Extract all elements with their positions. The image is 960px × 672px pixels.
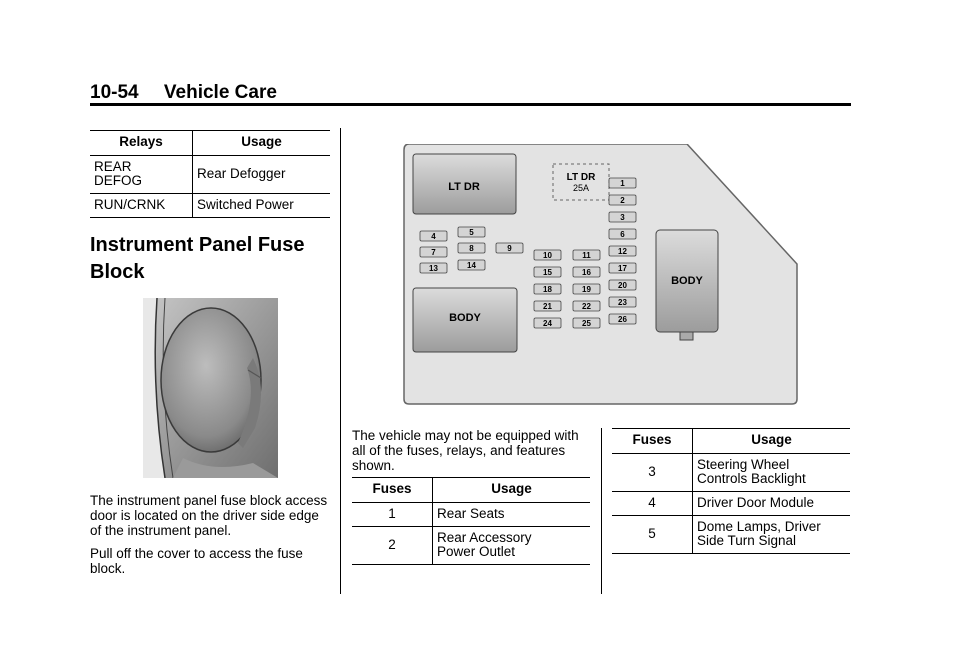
chapter-title: Vehicle Care xyxy=(163,82,277,103)
fuse-slot-15 xyxy=(534,267,561,277)
fuse-slot-label: 22 xyxy=(582,302,591,311)
page-number: 10-54 xyxy=(90,82,139,103)
body-relay-right-tab xyxy=(680,332,693,340)
fuse-slot-24 xyxy=(534,318,561,328)
fuse-slot-label: 13 xyxy=(429,264,438,273)
table-row xyxy=(612,454,850,492)
fuse-slot-label: 20 xyxy=(618,281,627,290)
fuse-slot-label: 10 xyxy=(543,251,552,260)
fuse-slot-4 xyxy=(420,231,447,241)
section-title: Instrument Panel Fuse Block xyxy=(90,234,305,283)
fuse-slot-18 xyxy=(534,284,561,294)
column-header: Relays xyxy=(90,131,193,156)
column-header: Usage xyxy=(193,131,331,156)
page-header xyxy=(90,82,277,104)
column-divider-left xyxy=(340,128,341,594)
fuse-cell: 1 xyxy=(352,503,433,527)
fuse-slot-label: 14 xyxy=(467,261,476,270)
paragraph-pull-cover: Pull off the cover to access the fuse block. xyxy=(90,546,303,576)
fuse-slot-7 xyxy=(420,247,447,257)
fuse-slot-label: 21 xyxy=(543,302,552,311)
column-header: Usage xyxy=(693,429,851,454)
fuse-slot-label: 3 xyxy=(620,213,625,222)
fuse-slot-11 xyxy=(573,250,600,260)
fuse-slot-8 xyxy=(458,243,485,253)
fuse-slot-13 xyxy=(420,263,447,273)
usage-cell: Switched Power xyxy=(193,194,331,218)
fuse-slot-21 xyxy=(534,301,561,311)
fuse-slot-label: 23 xyxy=(618,298,627,307)
relay-cell: REAR DEFOG xyxy=(90,156,193,194)
lt-dr-relay-label: LT DR xyxy=(448,181,480,193)
fuse-slot-16 xyxy=(573,267,600,277)
fuse-slot-label: 16 xyxy=(582,268,591,277)
fuse-slot-5 xyxy=(458,227,485,237)
fuse-slot-label: 8 xyxy=(469,244,474,253)
table-row xyxy=(352,527,590,565)
fuses-table-1 xyxy=(352,477,590,565)
fuse-slot-22 xyxy=(573,301,600,311)
fuse-access-door-photo xyxy=(143,298,278,478)
usage-cell: Rear Defogger xyxy=(193,156,331,194)
column-header: Usage xyxy=(433,478,591,503)
table-row xyxy=(90,156,330,194)
body-relay-right-label: BODY xyxy=(671,275,703,287)
lt-dr-25a-label-line1: LT DR xyxy=(566,172,596,183)
usage-cell: Rear Accessory Power Outlet xyxy=(433,527,591,565)
fuse-slot-9 xyxy=(496,243,523,253)
fuse-slot-label: 7 xyxy=(431,248,436,257)
paragraph-access-door: The instrument panel fuse block access door is located on the driver side edge of the instrument panel. xyxy=(90,493,328,538)
relay-cell: RUN/CRNK xyxy=(90,194,193,218)
fuse-cell: 4 xyxy=(612,492,693,516)
fuse-slot-label: 6 xyxy=(620,230,625,239)
fuse-slot-label: 4 xyxy=(431,232,436,241)
table-header-row xyxy=(612,429,850,454)
table-row xyxy=(612,516,850,554)
fuse-slot-label: 2 xyxy=(620,196,625,205)
header-rule xyxy=(90,103,851,106)
table-header-row xyxy=(352,478,590,503)
fuse-slot-26 xyxy=(609,314,636,324)
fuse-slot-6 xyxy=(609,229,636,239)
fuse-slot-label: 12 xyxy=(618,247,627,256)
fuse-slot-2 xyxy=(609,195,636,205)
fuse-slot-1 xyxy=(609,178,636,188)
fuse-slot-label: 17 xyxy=(618,264,627,273)
fuse-slot-label: 18 xyxy=(543,285,552,294)
relays-table xyxy=(90,130,330,218)
fuse-slot-20 xyxy=(609,280,636,290)
usage-cell: Driver Door Module xyxy=(693,492,851,516)
usage-cell: Dome Lamps, Driver Side Turn Signal xyxy=(693,516,851,554)
fuse-slot-label: 1 xyxy=(620,179,625,188)
fuse-slot-14 xyxy=(458,260,485,270)
fuse-slot-label: 25 xyxy=(582,319,591,328)
fuse-slot-10 xyxy=(534,250,561,260)
table-row xyxy=(612,492,850,516)
fuse-slot-25 xyxy=(573,318,600,328)
fuse-slot-label: 11 xyxy=(582,251,591,260)
fuse-slot-17 xyxy=(609,263,636,273)
fuse-slot-label: 9 xyxy=(507,244,512,253)
fuse-slot-label: 26 xyxy=(618,315,627,324)
usage-cell: Steering Wheel Controls Backlight xyxy=(693,454,851,492)
fuse-slot-label: 5 xyxy=(469,228,474,237)
lt-dr-25a-label-line2: 25A xyxy=(572,183,590,193)
fuses-table-2 xyxy=(612,428,850,554)
table-row xyxy=(90,194,330,218)
fuse-slot-12 xyxy=(609,246,636,256)
table-header-row xyxy=(90,131,330,156)
fuse-slot-label: 15 xyxy=(543,268,552,277)
fuse-slot-label: 24 xyxy=(543,319,552,328)
table-row xyxy=(352,503,590,527)
fuse-cell: 3 xyxy=(612,454,693,492)
body-relay-left-label: BODY xyxy=(449,312,481,324)
fuse-slot-23 xyxy=(609,297,636,307)
fuse-cell: 5 xyxy=(612,516,693,554)
column-header: Fuses xyxy=(612,429,693,454)
fuse-slot-3 xyxy=(609,212,636,222)
fuse-cell: 2 xyxy=(352,527,433,565)
column-divider-right xyxy=(601,428,602,594)
usage-cell: Rear Seats xyxy=(433,503,591,527)
column-header: Fuses xyxy=(352,478,433,503)
fuse-slot-19 xyxy=(573,284,600,294)
fuse-block-diagram xyxy=(403,144,799,405)
paragraph-equipment-note: The vehicle may not be equipped with all of the fuses, relays, and features shown. xyxy=(352,428,579,473)
fuse-slot-label: 19 xyxy=(582,285,591,294)
